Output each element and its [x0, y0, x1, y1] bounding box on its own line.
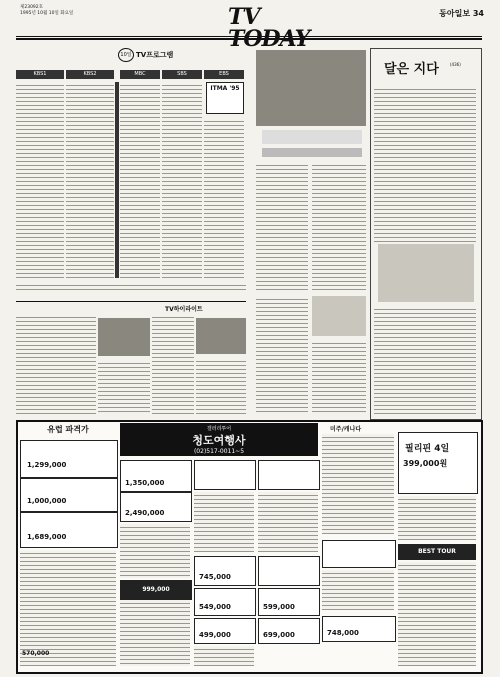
itma-box: ITMA '95	[206, 82, 244, 114]
highlight-col-1	[16, 314, 96, 414]
masthead-info	[20, 5, 73, 17]
package-499000-americas	[322, 540, 396, 568]
channel-kbs2: KBS2	[66, 70, 114, 79]
highlight-col-2	[98, 360, 150, 414]
europe-package-1: 1,299,000	[20, 440, 118, 478]
issue-date: 1995년 10월 10일 화요일	[20, 11, 74, 16]
philippines-box: 필리핀 4일 399,000원	[398, 432, 478, 494]
highlight-rule	[16, 301, 246, 302]
feature-col-3	[256, 296, 308, 414]
feature-headline	[262, 148, 362, 157]
channel-mbc: MBC	[120, 70, 160, 79]
package-499000: 499,000	[194, 618, 256, 644]
package-2490000: 2,490,000	[120, 492, 192, 522]
highlight-col-4	[196, 358, 246, 414]
highlight-photo-1	[98, 318, 150, 356]
package-599000: 599,000	[258, 588, 320, 616]
package-999000: 999,000	[120, 580, 192, 600]
feature-col-4	[312, 340, 366, 414]
time-column	[115, 82, 119, 278]
date-badge: 10일	[118, 48, 134, 62]
feature-photo	[256, 50, 366, 126]
channel-ebs: EBS	[204, 70, 244, 79]
serial-illustration	[378, 244, 474, 302]
kbs2-schedule	[66, 82, 114, 278]
col3-packages	[258, 492, 318, 552]
europe-package-2: 1,000,000	[20, 478, 118, 512]
package-549000: 549,000	[194, 588, 256, 616]
philippines-details	[398, 496, 476, 540]
americas-packages-2	[322, 570, 394, 610]
package-745000: 745,000	[194, 556, 256, 586]
guam-packages	[120, 600, 190, 666]
channel-kbs1: KBS1	[16, 70, 64, 79]
feature-photo-2	[312, 296, 366, 336]
package-1350000: 1,350,000	[120, 460, 192, 492]
southwest-packages	[120, 524, 190, 578]
americas-packages	[322, 434, 394, 534]
highlight-col-3	[152, 314, 194, 414]
best-tour-badge: BEST TOUR	[398, 544, 476, 560]
feature-col-1	[256, 162, 308, 292]
sbs-schedule	[162, 82, 202, 278]
package-748000: 748,000	[322, 616, 396, 642]
serial-text-1	[374, 86, 476, 242]
mid-footer	[194, 646, 254, 666]
channel-sbs: SBS	[162, 70, 202, 79]
asia-packages	[20, 550, 116, 666]
agency-banner: 갤러리투어 청도여행사 (02)517-0011~5	[120, 423, 318, 456]
tv-program-title: TV프로그램	[136, 51, 174, 59]
best-tour-list	[398, 562, 476, 666]
package-399000-left	[194, 460, 256, 490]
tv-highlight-title: TV하이라이트	[165, 306, 203, 313]
header-rule-thick	[16, 38, 482, 40]
mid-packages	[194, 492, 254, 552]
kbs1-schedule	[16, 82, 64, 278]
highlight-photo-2	[196, 318, 246, 354]
europe-package-3: 1,689,000	[20, 512, 118, 548]
package-499000-b	[258, 556, 320, 586]
package-699000: 699,000	[258, 618, 320, 644]
package-820000	[258, 460, 320, 490]
feature-caption	[262, 130, 362, 144]
americas-title: 미주/캐나다	[330, 426, 362, 433]
ebs-schedule	[204, 118, 244, 278]
tv-today-logo: TV	[228, 4, 260, 30]
page-label: 동아일보 34	[439, 9, 484, 18]
tv-footnotes	[16, 282, 246, 292]
feature-col-2	[312, 162, 366, 292]
europe-title: 유럽 파격가	[47, 425, 89, 434]
price-570000: 570,000	[22, 650, 50, 657]
mbc-schedule	[120, 82, 160, 278]
header-rule	[16, 36, 482, 37]
serial-number: (436)	[450, 62, 461, 67]
serial-text-2	[374, 306, 476, 414]
serial-title: 달은 지다	[384, 62, 439, 77]
issue-number: 제23092호	[20, 5, 44, 10]
